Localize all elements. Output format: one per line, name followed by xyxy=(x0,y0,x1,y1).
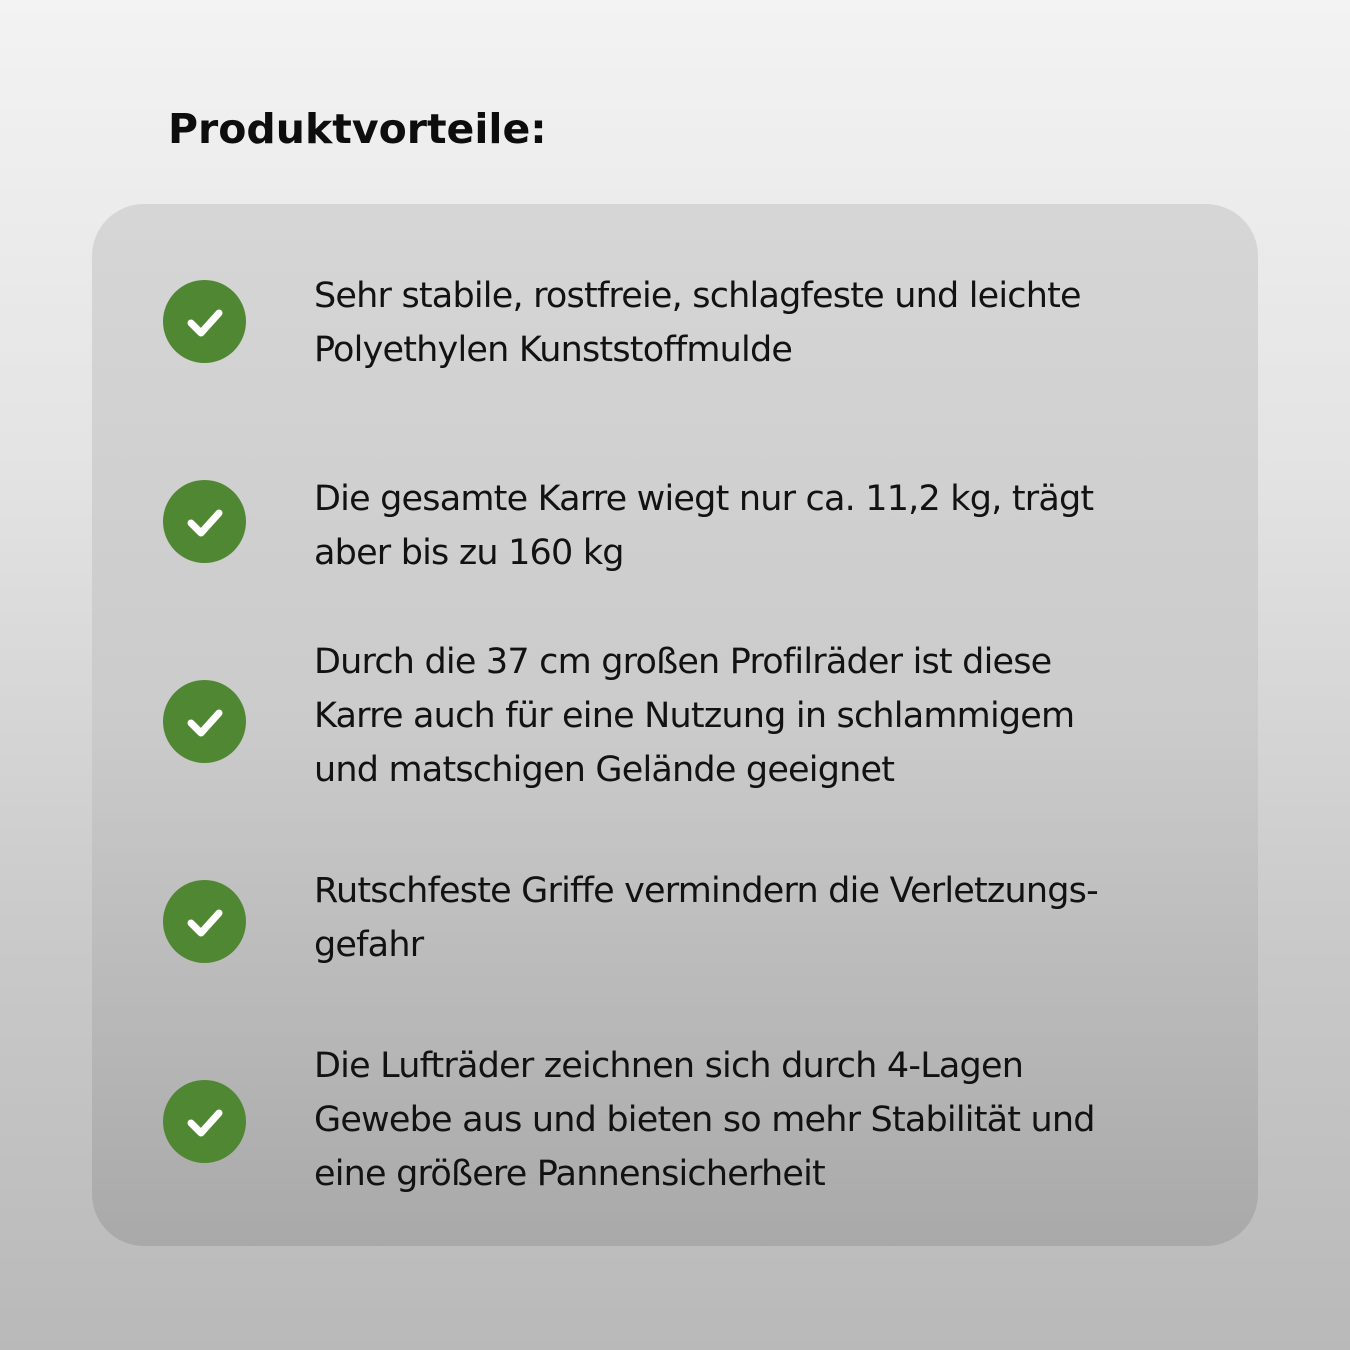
benefit-line: Sehr stabile, rostfreie, schlagfeste und leichte xyxy=(314,276,1081,316)
check-circle-icon xyxy=(163,1080,246,1163)
benefit-line: aber bis zu 160 kg xyxy=(314,533,624,573)
benefit-line: Polyethylen Kunststoffmulde xyxy=(314,330,793,370)
benefit-line: und matschigen Gelände geeignet xyxy=(314,750,895,790)
page-title: Produktvorteile: xyxy=(168,105,547,153)
check-circle-icon xyxy=(163,680,246,763)
benefit-text xyxy=(314,635,1214,797)
benefit-text xyxy=(314,472,1214,580)
benefit-line: Durch die 37 cm großen Profilräder ist diese xyxy=(314,642,1052,682)
benefit-line: Die Lufträder zeichnen sich durch 4-Lagen xyxy=(314,1046,1024,1086)
check-circle-icon xyxy=(163,480,246,563)
benefits-panel xyxy=(92,204,1258,1246)
benefit-text xyxy=(314,1039,1214,1201)
check-circle-icon xyxy=(163,880,246,963)
check-circle-icon xyxy=(163,280,246,363)
benefit-line: Die gesamte Karre wiegt nur ca. 11,2 kg, trägt xyxy=(314,479,1094,519)
benefit-text xyxy=(314,864,1214,972)
benefit-line: gefahr xyxy=(314,925,424,965)
benefit-line: Karre auch für eine Nutzung in schlammigem xyxy=(314,696,1075,736)
benefit-line: Gewebe aus und bieten so mehr Stabilität und xyxy=(314,1100,1095,1140)
benefit-text xyxy=(314,269,1214,377)
benefit-line: eine größere Pannensicherheit xyxy=(314,1154,825,1194)
benefit-line: Rutschfeste Griffe vermindern die Verletzungs- xyxy=(314,871,1098,911)
